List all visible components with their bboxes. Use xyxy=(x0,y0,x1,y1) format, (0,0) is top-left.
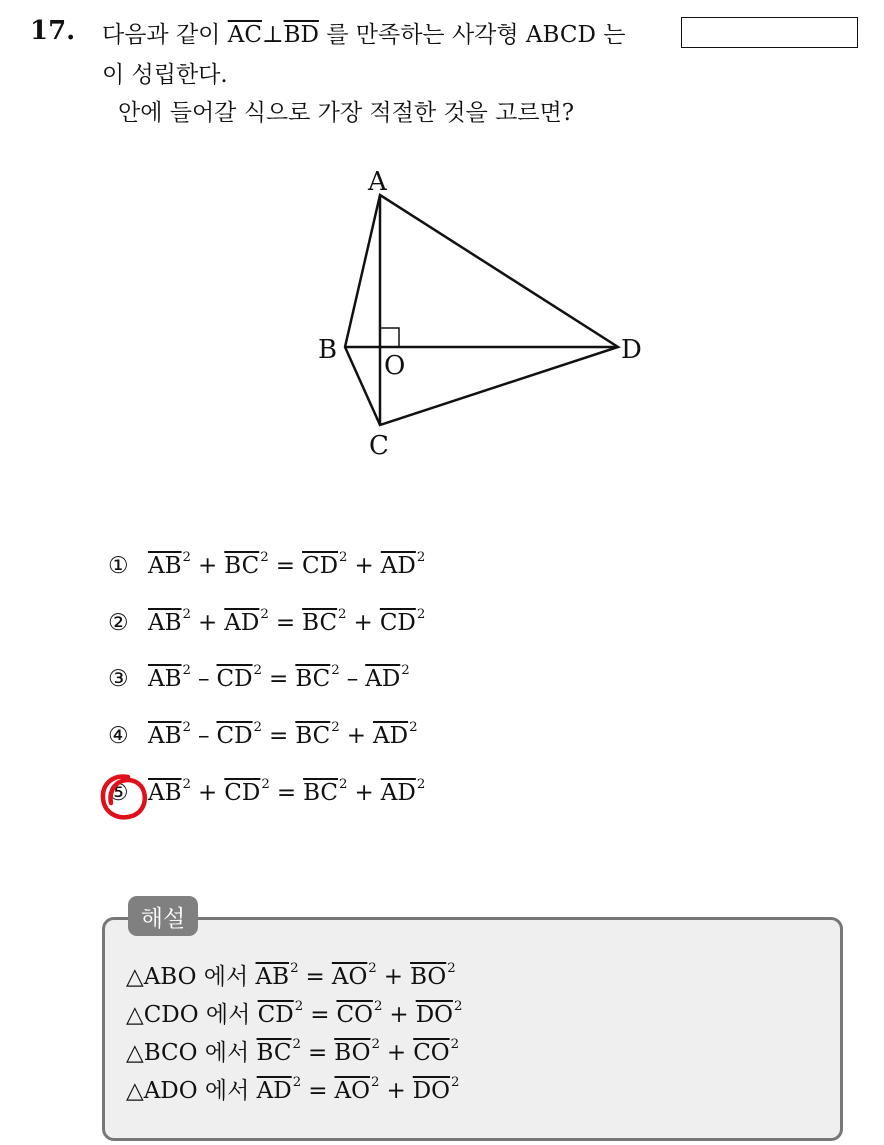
question-line-2: 이 성립한다. xyxy=(102,62,228,88)
term: $\overline{AD}$ xyxy=(373,723,409,749)
quadrilateral-outline xyxy=(345,195,618,425)
choice-number: ③ xyxy=(108,666,129,692)
explanation-line-3 xyxy=(126,1034,459,1067)
term: $\overline{AB}$ xyxy=(148,723,182,749)
explanation-line-4 xyxy=(126,1072,460,1105)
operator: + xyxy=(386,1078,406,1104)
term: $\overline{BC}$ xyxy=(302,610,338,636)
term: $\overline{AD}$ xyxy=(365,666,401,692)
term: $\overline{CD}$ xyxy=(224,780,261,806)
vertex-label-b: B xyxy=(318,335,338,365)
term: $\overline{CD}$ xyxy=(257,1002,294,1028)
term: $\overline{AB}$ xyxy=(148,780,182,806)
equals-sign: = xyxy=(269,666,289,692)
term: $\overline{BC}$ xyxy=(295,723,331,749)
triangle-name: △ABO xyxy=(126,964,197,990)
triangle-name: △BCO xyxy=(126,1040,198,1066)
exponent: 2 xyxy=(253,720,263,735)
operator: + xyxy=(383,964,404,990)
word-eseo: 에서 xyxy=(205,1002,251,1028)
operator: + xyxy=(198,610,218,636)
term: $\overline{AO}$ xyxy=(334,1078,370,1104)
explanation-title-tab: 해설 xyxy=(128,896,198,936)
exponent: 2 xyxy=(331,663,340,678)
choice-3[interactable] xyxy=(108,663,410,692)
choice-2[interactable] xyxy=(108,607,426,636)
exponent: 2 xyxy=(294,999,304,1014)
exponent: 2 xyxy=(290,961,299,976)
term: $\overline{AD}$ xyxy=(256,1078,292,1104)
exponent: 2 xyxy=(451,1075,460,1090)
perpendicular-symbol: ⊥ xyxy=(261,22,284,48)
term: $\overline{DO}$ xyxy=(415,1002,453,1028)
exponent: 2 xyxy=(416,777,426,792)
exponent: 2 xyxy=(409,720,418,735)
blank-answer-box xyxy=(681,17,858,48)
equals-sign: = xyxy=(275,553,295,579)
exponent: 2 xyxy=(182,720,191,735)
question-text-post: 를 만족하는 사각형 ABCD 는 xyxy=(318,22,626,48)
vertex-label-a: A xyxy=(368,167,387,197)
term: $\overline{AO}$ xyxy=(331,964,368,990)
answer-circle-mark xyxy=(98,772,150,822)
exponent: 2 xyxy=(261,777,270,792)
segment-bd: $\overline{BD}$ xyxy=(283,22,319,48)
word-eseo: 에서 xyxy=(204,1040,250,1066)
operator: + xyxy=(346,723,367,749)
question-number: 17. xyxy=(30,16,76,46)
word-eseo: 에서 xyxy=(204,1078,250,1104)
term: $\overline{CO}$ xyxy=(413,1040,450,1066)
equals-sign: = xyxy=(269,723,289,749)
operator: + xyxy=(386,1040,407,1066)
term: $\overline{AB}$ xyxy=(148,610,182,636)
operator: – xyxy=(198,723,210,749)
operator: + xyxy=(353,610,373,636)
term: $\overline{DO}$ xyxy=(412,1078,451,1104)
quadrilateral-figure xyxy=(300,160,670,470)
term: $\overline{BC}$ xyxy=(303,780,339,806)
operator: – xyxy=(346,666,359,692)
exponent: 2 xyxy=(339,777,348,792)
term: $\overline{AD}$ xyxy=(380,780,416,806)
choice-number: ② xyxy=(108,610,129,636)
operator: – xyxy=(198,666,210,692)
choice-5[interactable] xyxy=(108,777,426,806)
question-line-3: 안에 들어갈 식으로 가장 적절한 것을 고르면? xyxy=(118,100,575,126)
operator: + xyxy=(389,1002,409,1028)
term: $\overline{BC}$ xyxy=(295,666,331,692)
term: $\overline{BC}$ xyxy=(256,1040,292,1066)
explanation-box xyxy=(102,917,843,1141)
word-eseo: 에서 xyxy=(203,964,249,990)
exponent: 2 xyxy=(454,999,463,1014)
exponent: 2 xyxy=(182,550,191,565)
exponent: 2 xyxy=(292,1037,301,1052)
exponent: 2 xyxy=(339,550,348,565)
exponent: 2 xyxy=(450,1037,460,1052)
right-angle-mark xyxy=(380,328,399,347)
question-line-1 xyxy=(102,16,625,49)
explanation-line-2 xyxy=(126,996,462,1029)
vertex-label-d: D xyxy=(621,335,642,365)
term: $\overline{AB}$ xyxy=(148,666,182,692)
exponent: 2 xyxy=(368,961,377,976)
choice-number: ④ xyxy=(108,723,129,749)
equals-sign: = xyxy=(276,780,297,806)
exponent: 2 xyxy=(260,607,269,622)
exponent: 2 xyxy=(416,550,426,565)
term: $\overline{CD}$ xyxy=(216,723,253,749)
term: $\overline{BC}$ xyxy=(224,553,260,579)
exponent: 2 xyxy=(371,1037,380,1052)
equals-sign: = xyxy=(305,964,325,990)
exponent: 2 xyxy=(182,777,191,792)
point-label-o: O xyxy=(384,351,406,381)
term: $\overline{CD}$ xyxy=(216,666,253,692)
equals-sign: = xyxy=(307,1040,328,1066)
choice-number: ① xyxy=(108,553,129,579)
exponent: 2 xyxy=(338,607,347,622)
exponent: 2 xyxy=(182,607,191,622)
choice-4[interactable] xyxy=(108,720,418,749)
exponent: 2 xyxy=(447,961,456,976)
term: $\overline{CD}$ xyxy=(301,553,339,579)
equals-sign: = xyxy=(275,610,296,636)
term: $\overline{AD}$ xyxy=(380,553,416,579)
operator: + xyxy=(198,553,218,579)
triangle-name: △ADO xyxy=(126,1078,198,1104)
term: $\overline{AD}$ xyxy=(224,610,260,636)
exponent: 2 xyxy=(182,663,191,678)
question-text-pre: 다음과 같이 xyxy=(102,22,228,48)
term: $\overline{BO}$ xyxy=(410,964,447,990)
vertex-label-c: C xyxy=(369,431,389,461)
exponent: 2 xyxy=(373,999,383,1014)
explanation-line-1 xyxy=(126,958,456,991)
exponent: 2 xyxy=(260,550,269,565)
exponent: 2 xyxy=(416,607,426,622)
operator: + xyxy=(354,553,374,579)
term: $\overline{AB}$ xyxy=(255,964,290,990)
term: $\overline{AB}$ xyxy=(148,553,182,579)
choice-1[interactable] xyxy=(108,550,426,579)
term: $\overline{CO}$ xyxy=(336,1002,373,1028)
triangle-name: △CDO xyxy=(126,1002,199,1028)
term: $\overline{CD}$ xyxy=(379,610,416,636)
equals-sign: = xyxy=(310,1002,330,1028)
segment-ac: $\overline{AC}$ xyxy=(227,22,262,48)
exponent: 2 xyxy=(331,720,340,735)
exponent: 2 xyxy=(370,1075,380,1090)
exponent: 2 xyxy=(401,663,410,678)
choice-number: ⑤ xyxy=(108,780,129,806)
exponent: 2 xyxy=(292,1075,302,1090)
operator: + xyxy=(198,780,218,806)
term: $\overline{BO}$ xyxy=(334,1040,371,1066)
operator: + xyxy=(354,780,374,806)
exponent: 2 xyxy=(253,663,263,678)
equals-sign: = xyxy=(308,1078,328,1104)
